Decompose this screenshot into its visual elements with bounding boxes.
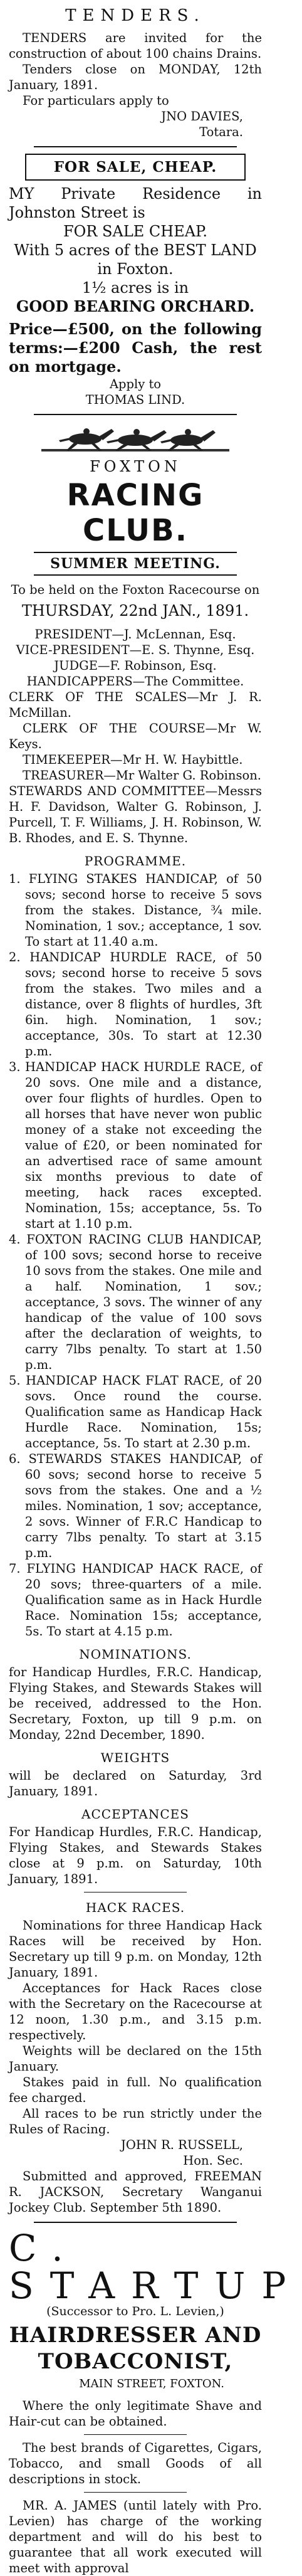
startup-name: C. STARTUP bbox=[9, 2227, 302, 2307]
official-entry: PRESIDENT—J. McLennan, Esq. bbox=[34, 627, 236, 641]
official-entry: HANDICAPPERS—The Committee. bbox=[26, 674, 244, 689]
programme-item: 4. FOXTON RACING CLUB HANDICAP, of 100 sovs; second horse to receive 10 sovs from the stakes. One mile and a half. Nomination, 1 sov.; acceptance, 3 sovs. The winner of any handicap of the value of 100 sovs after the declaration of weights, to carry 7lbs penalty. To start at 1.50 p.m. bbox=[9, 1232, 262, 1372]
startup-brands: The best brands of Cigarettes, Cigars, Tobacco, and small Goods of all descriptions in stock. bbox=[9, 2441, 262, 2486]
programme-item: 3. HANDICAP HACK HURDLE RACE, of 20 sovs. One mile and a distance, over four flights of hurdles. Open to all horses that have never won public money of a stake not exceeding the value of £20, or been nominated for an advertised race of same amount six months previous to date of meeting, hack races excepted. Nomination, 15s; acceptance, 5s. To start at 1.10 p.m. bbox=[9, 1060, 262, 1231]
tenders-advert bbox=[9, 6, 262, 140]
for-sale-price: Price—£500, on the following terms:—£200 Cash, the rest on mortgage. bbox=[9, 320, 262, 376]
divider bbox=[84, 2434, 187, 2435]
for-sale-advert bbox=[9, 154, 262, 408]
programme-heading: PROGRAMME. bbox=[84, 853, 187, 868]
racing-date: THURSDAY, 22nd JAN., 1891. bbox=[21, 602, 249, 620]
divider bbox=[34, 2222, 237, 2223]
racing-meeting: SUMMER MEETING. bbox=[34, 552, 237, 576]
official-entry: CLERK OF THE COURSE—Mr W. Keys. bbox=[9, 721, 262, 751]
divider bbox=[34, 146, 237, 147]
hack-races-paragraph: Stakes paid in full. No qualification fee charged. bbox=[9, 2075, 262, 2105]
for-sale-signature: THOMAS LIND. bbox=[85, 393, 185, 407]
approval-note: Submitted and approved, FREEMAN R. JACKSON, Secretary Wanganui Jockey Club. September 5th 1890. bbox=[9, 2169, 262, 2215]
tenders-invitation: TENDERS are invited for the construction of about 100 chains Drains. bbox=[9, 31, 262, 61]
secretary-title: Hon. Sec. bbox=[183, 2153, 243, 2168]
racehorses-illustration bbox=[41, 421, 229, 455]
racing-intro: To be held on the Foxton Racecourse on bbox=[11, 583, 260, 597]
weights-heading: WEIGHTS bbox=[100, 1750, 170, 1765]
for-sale-apply: Apply to bbox=[109, 377, 162, 391]
official-entry: CLERK OF THE SCALES—Mr J. R. McMillan. bbox=[9, 690, 262, 720]
for-sale-heading: FOR SALE, CHEAP. bbox=[25, 154, 246, 181]
officials-list bbox=[9, 626, 262, 846]
startup-trade-tobacconist: TOBACCONIST, bbox=[38, 2349, 233, 2374]
for-sale-land: With 5 acres of the BEST LAND in Foxton. bbox=[14, 241, 257, 278]
racing-club-advert bbox=[9, 421, 262, 2215]
official-entry: STEWARDS AND COMMITTEE—Messrs H. F. Davidson, Walter G. Robinson, J. Purcell, T. F. Williams, J. H. Robinson, W. B. Rhodes, and E. S. Thynne. bbox=[9, 784, 262, 845]
startup-shave: Where the only legitimate Shave and Hair-cut can be obtained. bbox=[9, 2399, 262, 2429]
startup-james: MR. A. JAMES (until lately with Pro. Levien) has charge of the working department and will do his best to guarantee that all work executed will meet with approval bbox=[9, 2498, 262, 2575]
for-sale-residence: MY Private Residence in Johnston Street is bbox=[9, 185, 262, 221]
weights-text: will be declared on Saturday, 3rd January, 1891. bbox=[9, 1768, 262, 1798]
divider bbox=[34, 414, 237, 415]
divider bbox=[84, 2492, 187, 2493]
startup-advert bbox=[9, 2227, 302, 2576]
hack-races-paragraph: All races to be run strictly under the Rules of Racing. bbox=[9, 2106, 262, 2136]
hack-races-paragraph: Weights will be declared on the 15th January. bbox=[9, 2044, 262, 2074]
acceptances-heading: ACCEPTANCES bbox=[81, 1807, 189, 1822]
tenders-closing: Tenders close on MONDAY, 12th January, 1891. bbox=[9, 62, 262, 92]
startup-successor: (Successor to Pro. L. Levien,) bbox=[46, 2304, 224, 2318]
secretary-name: JOHN R. RUSSELL, bbox=[121, 2138, 243, 2152]
programme-item: 6. STEWARDS STAKES HANDICAP, of 60 sovs; second horse to receive 5 sovs from the stakes. One and a ½ miles. Nomination, 1 sov; acceptance, 2 sovs. Winner of F.R.C Handicap to carry 7lbs penalty. To start at 3.15 p.m. bbox=[9, 1452, 262, 1560]
official-entry: VICE-PRESIDENT—E. S. Thynne, Esq. bbox=[16, 643, 255, 657]
nominations-text: for Handicap Hurdles, F.R.C. Handicap, Flying Stakes, and Stewards Stakes will be received, addressed to the Hon. Secretary, Foxton, up till 9 p.m. on Monday, 22nd December, 1890. bbox=[9, 1665, 262, 1742]
official-entry: TIMEKEEPER—Mr H. W. Haybittle. bbox=[23, 752, 243, 767]
for-sale-acres: 1½ acres is in bbox=[81, 279, 189, 297]
startup-trade-hairdresser: HAIRDRESSER AND bbox=[9, 2323, 262, 2348]
hack-races-paragraph: Acceptances for Hack Races close with the Secretary on the Racecourse at 12 noon, 1.30 p.m., and 3.15 p.m. respectively. bbox=[9, 1981, 262, 2042]
racing-title: RACING CLUB. bbox=[66, 478, 204, 548]
official-entry: TREASURER—Mr Walter G. Robinson. bbox=[23, 768, 261, 783]
official-entry: JUDGE—F. Robinson, Esq. bbox=[54, 658, 217, 673]
hack-races-heading: HACK RACES. bbox=[85, 1900, 185, 1915]
programme-list bbox=[9, 871, 262, 1639]
programme-item: 5. HANDICAP HACK FLAT RACE, of 20 sovs. Once round the course. Qualification same as Handicap Hack Hurdle Race. Nomination, 15s; acceptance, 5s. To start at 2.30 p.m. bbox=[9, 1373, 262, 1450]
racing-place: FOXTON bbox=[90, 458, 181, 475]
hack-races-paragraph: Nominations for three Handicap Hack Races will be received by Hon. Secretary up till 9 p.m. on Monday, 12th January, 1891. bbox=[9, 1918, 262, 1980]
for-sale-orchard: GOOD BEARING ORCHARD. bbox=[16, 297, 255, 315]
programme-item: 7. FLYING HANDICAP HACK RACE, of 20 sovs; three-quarters of a mile. Qualification same as in Hack Hurdle Race. Nomination 15s; acceptance, 5s. To start at 4.15 p.m. bbox=[9, 1561, 262, 1639]
tenders-signature-place: Totara. bbox=[199, 125, 243, 139]
startup-address: MAIN STREET, FOXTON. bbox=[79, 2377, 224, 2390]
tenders-signature: JNO DAVIES, bbox=[161, 109, 243, 124]
acceptances-text: For Handicap Hurdles, F.R.C. Handicap, Flying Stakes, and Stewards Stakes close at 9 p.m. on Saturday, 10th January, 1891. bbox=[9, 1825, 262, 1886]
nominations-heading: NOMINATIONS. bbox=[79, 1647, 192, 1662]
programme-item: 2. HANDICAP HURDLE RACE, of 50 sovs; second horse to receive 5 sovs from the stakes. Two miles and a distance, over 8 flights of hurdles, 3ft 6in. high. Nomination, 1 sov.; acceptance, 30s. To start at 12.30 p.m. bbox=[9, 950, 262, 1058]
programme-item: 1. FLYING STAKES HANDICAP, of 50 sovs; second horse to receive 5 sovs from the stakes. Distance, ¾ mile. Nomination, 1 sov.; acceptance, 1 sov. To start at 11.40 a.m. bbox=[9, 872, 262, 949]
tenders-particulars: For particulars apply to bbox=[23, 93, 169, 108]
tenders-heading: TENDERS. bbox=[65, 6, 206, 25]
for-sale-cheap: FOR SALE CHEAP. bbox=[63, 223, 207, 240]
